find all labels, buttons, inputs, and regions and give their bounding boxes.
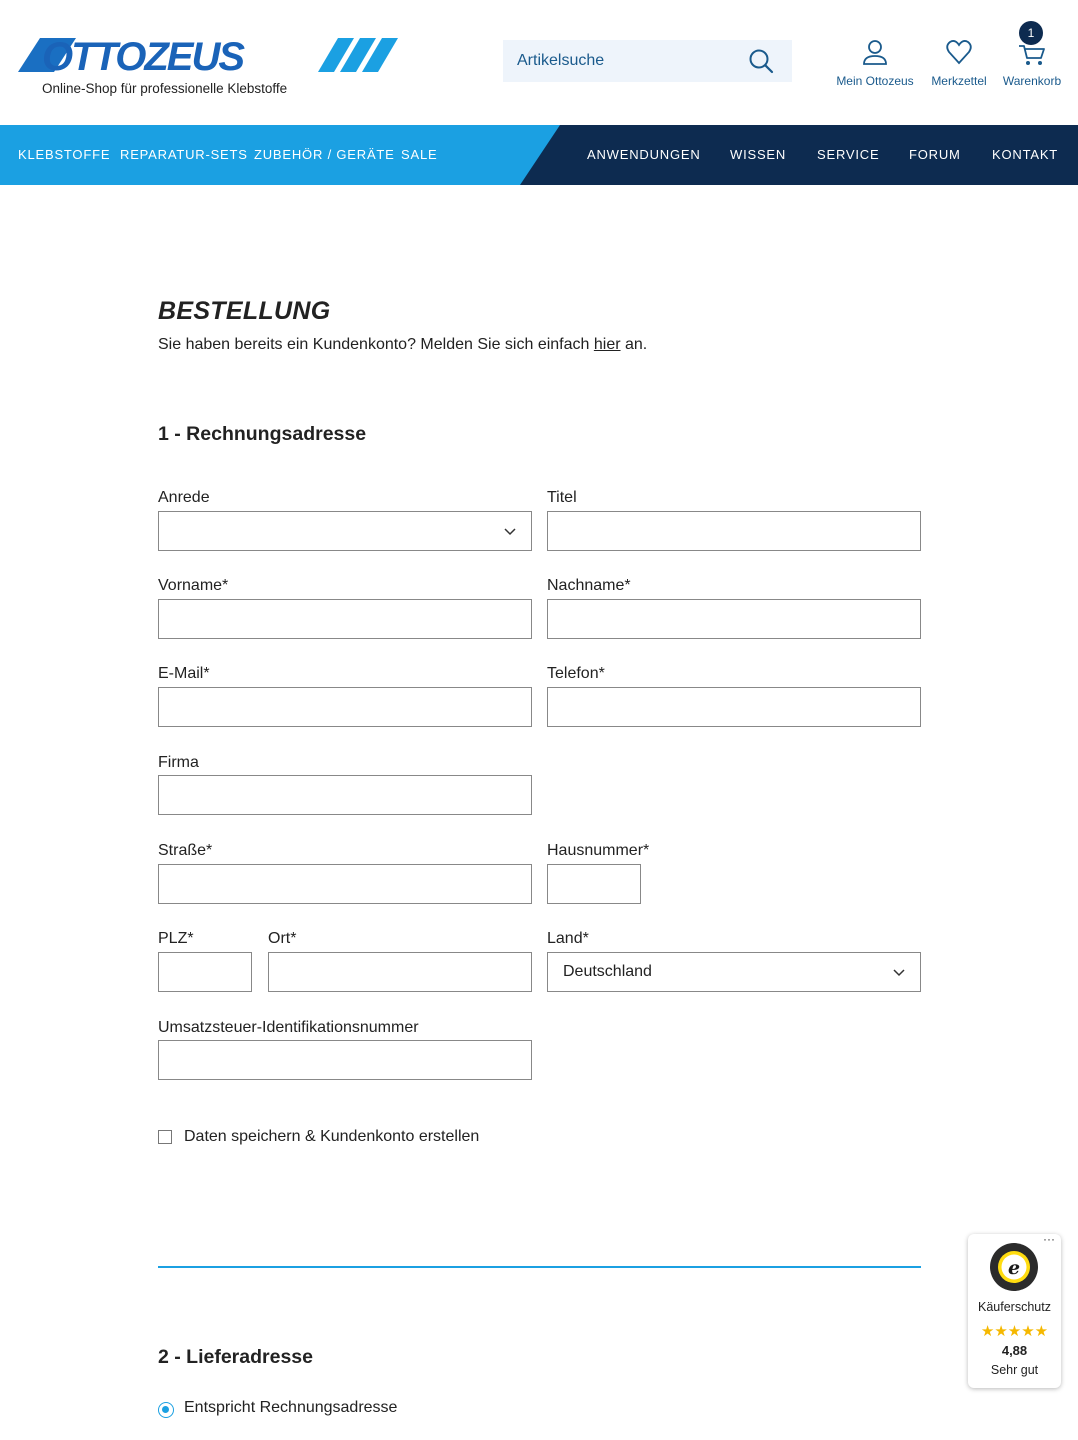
email-field[interactable] [158, 687, 532, 727]
hausnummer-field[interactable] [547, 864, 641, 904]
firma-field[interactable] [158, 775, 532, 815]
email-input[interactable] [159, 688, 531, 726]
user-icon [862, 38, 888, 68]
ustid-input[interactable] [159, 1041, 531, 1079]
rating-stars: ★★★★★ [980, 1323, 1049, 1340]
buyer-protection-label: Käuferschutz [978, 1300, 1051, 1314]
login-hint-text-after: an. [620, 336, 648, 353]
same-as-billing-radio[interactable] [158, 1402, 174, 1418]
cart-label: Warenkorb [1002, 74, 1062, 88]
ort-label: Ort* [268, 930, 297, 947]
login-link[interactable]: hier [593, 336, 621, 353]
telefon-input[interactable] [548, 688, 920, 726]
hausnummer-input[interactable] [548, 865, 640, 903]
rating-grade: Sehr gut [990, 1363, 1039, 1377]
ort-field[interactable] [268, 952, 532, 992]
strasse-field[interactable] [158, 864, 532, 904]
land-label: Land* [547, 930, 589, 947]
nav-item-zubehoer-geraete[interactable]: ZUBEHÖR / GERÄTE [254, 147, 395, 162]
titel-input[interactable] [548, 512, 920, 550]
land-value: Deutschland [563, 963, 652, 980]
page-title: BESTELLUNG [158, 297, 331, 325]
cart-count-badge: 1 [1019, 21, 1043, 45]
land-select[interactable] [547, 952, 921, 992]
wishlist-label: Merkzettel [931, 74, 987, 88]
telefon-field[interactable] [547, 687, 921, 727]
search-icon[interactable] [748, 48, 774, 74]
billing-section-title: 1 - Rechnungsadresse [158, 423, 367, 445]
section-divider [158, 1266, 921, 1268]
nachname-field[interactable] [547, 599, 921, 639]
anrede-label: Anrede [158, 489, 210, 506]
nav-item-wissen[interactable]: WISSEN [730, 147, 787, 162]
firma-input[interactable] [159, 776, 531, 814]
ustid-field[interactable] [158, 1040, 532, 1080]
save-account-label[interactable]: Daten speichern & Kundenkonto erstellen [184, 1128, 480, 1145]
firma-label: Firma [158, 754, 199, 771]
telefon-label: Telefon* [547, 665, 605, 682]
nachname-label: Nachname* [547, 577, 631, 594]
rating-score: 4,88 [1001, 1343, 1028, 1358]
titel-label: Titel [547, 489, 577, 506]
account-label: Mein Ottozeus [836, 74, 914, 88]
account-link[interactable] [832, 38, 918, 88]
plz-field[interactable] [158, 952, 252, 992]
nav-item-forum[interactable]: FORUM [909, 147, 961, 162]
anrede-select[interactable] [158, 511, 532, 551]
plz-label: PLZ* [158, 930, 194, 947]
titel-field[interactable] [547, 511, 921, 551]
same-as-billing-label[interactable]: Entspricht Rechnungsadresse [184, 1399, 398, 1416]
chevron-down-icon [892, 965, 906, 979]
trusted-shops-seal-icon [989, 1242, 1039, 1292]
strasse-input[interactable] [159, 865, 531, 903]
heart-icon [946, 38, 972, 68]
plz-input[interactable] [159, 953, 251, 991]
svg-text:e: e [1007, 1257, 1021, 1279]
more-options-icon[interactable]: ··· [1043, 1232, 1055, 1246]
hausnummer-label: Hausnummer* [547, 842, 650, 859]
shipping-section-title: 2 - Lieferadresse [158, 1346, 314, 1368]
nav-item-anwendungen[interactable]: ANWENDUNGEN [587, 147, 701, 162]
ort-input[interactable] [269, 953, 531, 991]
email-label: E-Mail* [158, 665, 210, 682]
vorname-label: Vorname* [158, 577, 229, 594]
strasse-label: Straße* [158, 842, 213, 859]
nav-item-klebstoffe[interactable]: KLEBSTOFFE [18, 147, 111, 162]
trusted-shops-badge[interactable] [968, 1234, 1061, 1388]
svg-text:OTTOZEUS: OTTOZEUS [42, 38, 244, 74]
site-header [0, 0, 1078, 125]
cart-link[interactable] [1000, 38, 1064, 88]
vorname-field[interactable] [158, 599, 532, 639]
search-bar[interactable] [503, 40, 792, 82]
login-hint [158, 336, 647, 354]
nav-item-service[interactable]: SERVICE [817, 147, 880, 162]
login-hint-text-before: Sie haben bereits ein Kundenkonto? Melden Sie sich einfach [158, 336, 594, 353]
wishlist-link[interactable] [926, 38, 992, 88]
nav-item-sale[interactable]: SALE [401, 147, 438, 162]
chevron-down-icon [503, 524, 517, 538]
nav-item-reparatur-sets[interactable]: REPARATUR-SETS [120, 147, 248, 162]
ustid-label: Umsatzsteuer-Identifikationsnummer [158, 1019, 419, 1036]
main-navigation [0, 125, 1078, 185]
tagline: Online-Shop für professionelle Klebstoffe [42, 81, 288, 96]
vorname-input[interactable] [159, 600, 531, 638]
save-account-checkbox[interactable] [158, 1130, 172, 1144]
nachname-input[interactable] [548, 600, 920, 638]
nav-item-kontakt[interactable]: KONTAKT [992, 147, 1059, 162]
ottozeus-logo[interactable] [18, 38, 398, 74]
search-input[interactable] [517, 52, 747, 70]
